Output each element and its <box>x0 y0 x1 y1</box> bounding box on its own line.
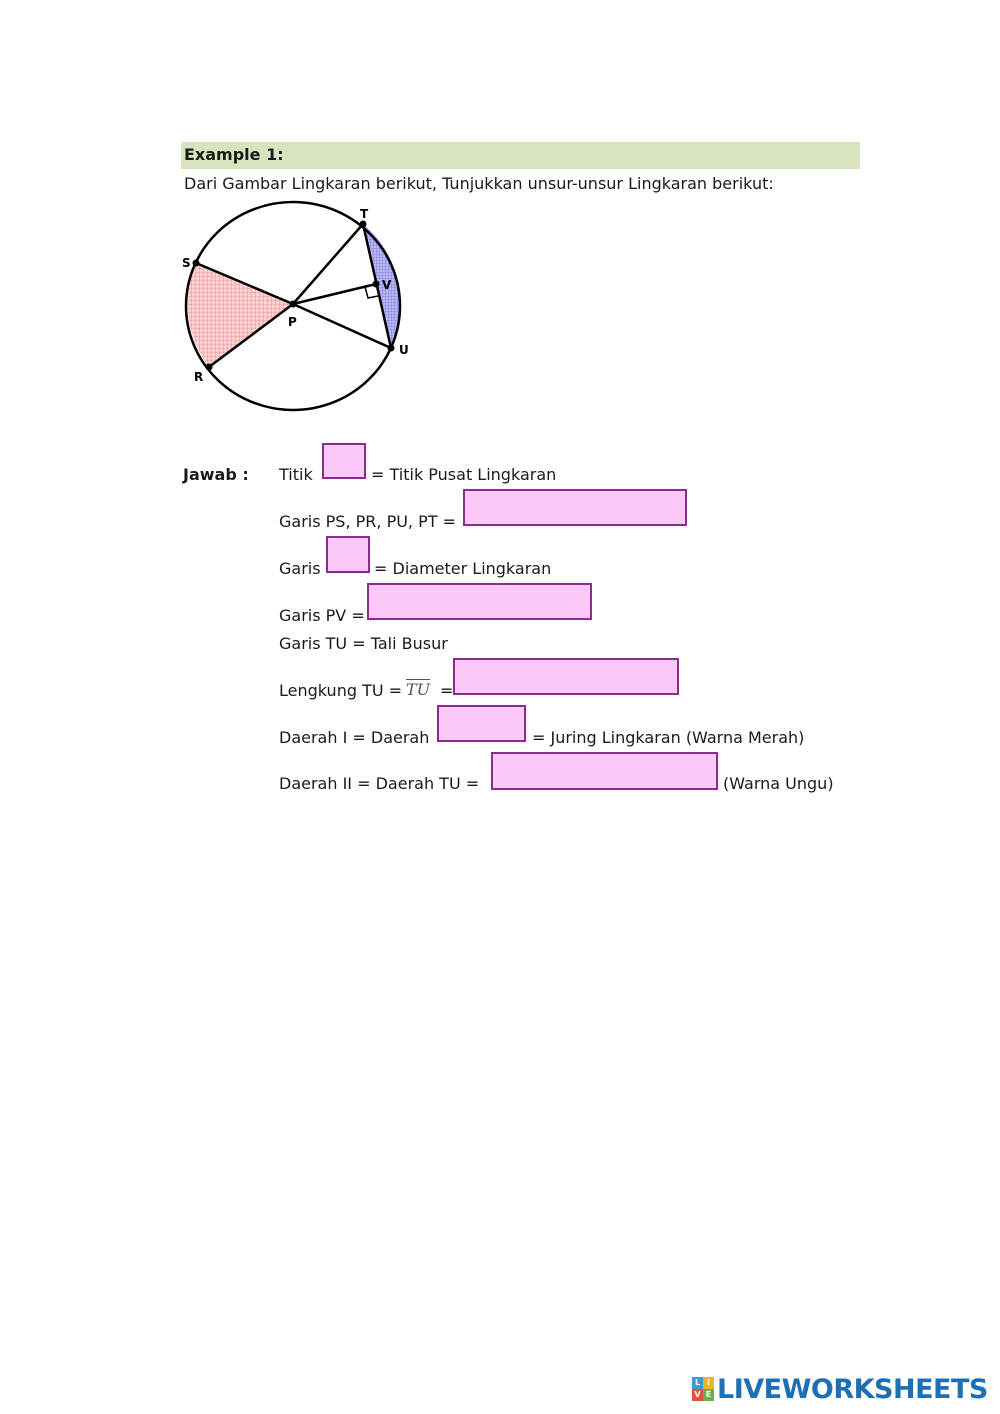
radius-pt <box>293 224 363 304</box>
row6-equals: = <box>440 681 454 700</box>
label-s: S <box>182 256 191 270</box>
point-p <box>290 301 297 308</box>
label-t: T <box>360 207 369 221</box>
label-u: U <box>399 343 409 357</box>
point-t <box>360 221 367 228</box>
row3-prefix: Garis <box>279 559 321 578</box>
row7-suffix: = Juring Lingkaran (Warna Merah) <box>532 728 805 747</box>
row8-suffix: (Warna Ungu) <box>723 774 834 793</box>
arc-tu-notation: $\overline{TU}$ <box>406 680 431 699</box>
instruction-text: Dari Gambar Lingkaran berikut, Tunjukkan unsur-unsur Lingkaran berikut: <box>184 174 774 193</box>
answer-segment-input[interactable] <box>491 752 718 790</box>
apothem-pv <box>293 284 376 304</box>
answer-radius-input[interactable] <box>463 489 687 526</box>
answer-center-point-input[interactable] <box>322 443 366 479</box>
point-v <box>373 281 380 288</box>
answer-arc-input[interactable] <box>453 658 679 695</box>
circle-diagram <box>175 200 415 420</box>
answer-sector-input[interactable] <box>437 705 526 742</box>
right-angle-mark <box>365 287 378 298</box>
row2-prefix: Garis PS, PR, PU, PT = <box>279 512 457 531</box>
point-u <box>388 345 395 352</box>
radius-pu <box>293 304 391 348</box>
row3-suffix: = Diameter Lingkaran <box>374 559 552 578</box>
point-r <box>206 364 213 371</box>
row5-text: Garis TU = Tali Busur <box>279 634 448 653</box>
example-title: Example 1: <box>184 145 284 164</box>
row4-prefix: Garis PV = <box>279 606 365 625</box>
liveworksheets-logo <box>692 1374 988 1404</box>
point-s <box>193 260 200 267</box>
answer-diameter-input[interactable] <box>326 536 370 573</box>
jawab-label: Jawab : <box>183 465 249 484</box>
answer-apothem-input[interactable] <box>367 583 592 620</box>
liveworksheets-logo-text: LIVEWORKSHEETS <box>717 1373 988 1405</box>
row8-prefix: Daerah II = Daerah TU = <box>279 774 480 793</box>
row1-prefix: Titik <box>279 465 313 484</box>
row6-prefix: Lengkung TU = <box>279 681 403 700</box>
label-p: P <box>288 315 297 329</box>
label-r: R <box>194 370 204 384</box>
liveworksheets-logo-icon: L I V E <box>692 1377 714 1401</box>
row1-suffix: = Titik Pusat Lingkaran <box>371 465 557 484</box>
row7-prefix: Daerah I = Daerah <box>279 728 430 747</box>
label-v: V <box>382 278 392 292</box>
